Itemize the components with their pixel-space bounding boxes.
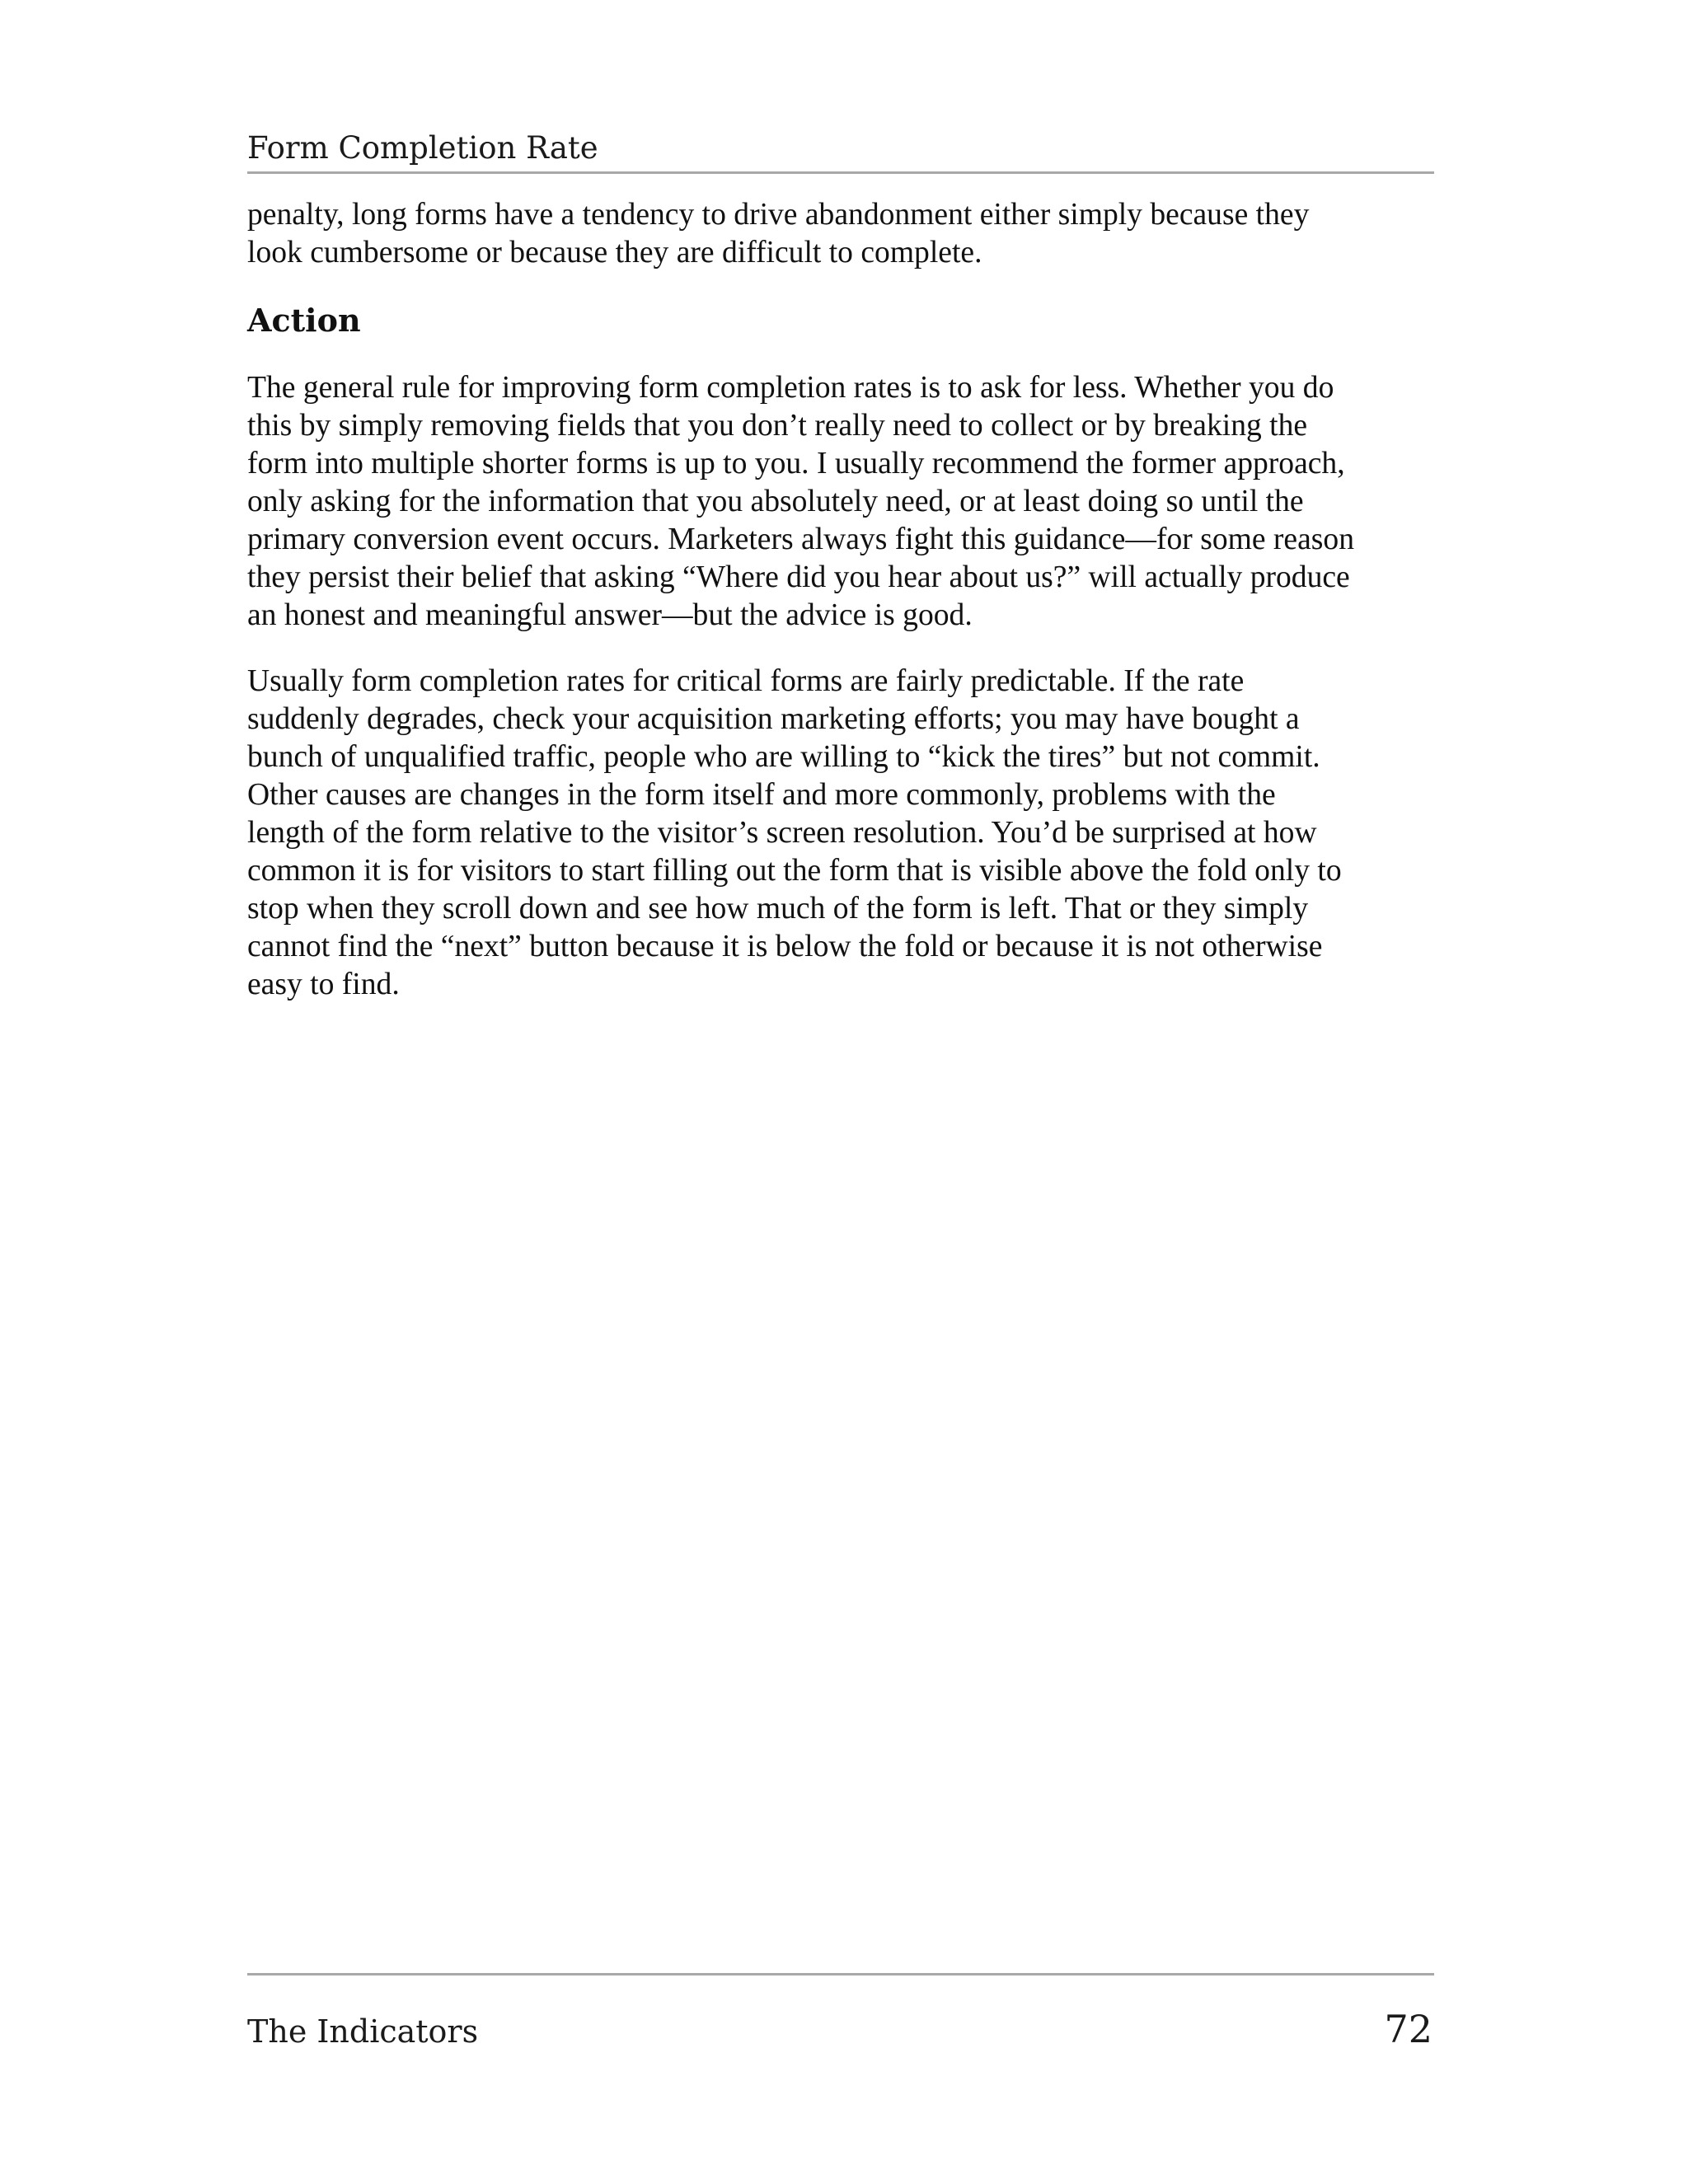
text-line: this by simply removing fields that you don’t really need to collect or by breaking the	[247, 409, 1308, 443]
text-line: an honest and meaningful answer—but the advice is good.	[247, 598, 973, 632]
text-line: length of the form relative to the visitor’s screen resolution. You’d be surprised at how	[247, 816, 1317, 850]
text-line: stop when they scroll down and see how much of the form is left. That or they simply	[247, 892, 1309, 926]
text-line: look cumbersome or because they are difficult to complete.	[247, 236, 982, 269]
text-line: only asking for the information that you absolutely need, or at least doing so until the	[247, 485, 1304, 518]
intro-paragraph	[247, 196, 1442, 272]
running-header-title: Form Completion Rate	[247, 130, 598, 166]
section-heading: Action	[247, 302, 361, 339]
text-line: bunch of unqualified traffic, people who are willing to “kick the tires” but not commit.	[247, 740, 1320, 774]
text-line: Usually form completion rates for critical forms are fairly predictable. If the rate	[247, 664, 1245, 698]
page-header	[247, 127, 1434, 170]
text-line: cannot find the “next” button because it is below the fold or because it is not otherwise	[247, 930, 1323, 963]
text-line: easy to find.	[247, 968, 400, 1001]
footer-divider	[247, 1973, 1434, 1975]
text-line: Other causes are changes in the form itself and more commonly, problems with the	[247, 778, 1276, 812]
page-number: 72	[1384, 2007, 1432, 2051]
text-line: The general rule for improving form completion rates is to ask for less. Whether you do	[247, 371, 1334, 405]
paragraph-ask-for-less	[247, 369, 1442, 635]
text-line: suddenly degrades, check your acquisition marketing efforts; you may have bought a	[247, 702, 1300, 736]
text-line: common it is for visitors to start filling out the form that is visible above the fold only to	[247, 854, 1342, 888]
text-line: penalty, long forms have a tendency to drive abandonment either simply because they	[247, 198, 1310, 232]
page-body	[247, 196, 1442, 1032]
text-line: form into multiple shorter forms is up to you. I usually recommend the former approach,	[247, 447, 1345, 480]
paragraph-completion-rates	[247, 663, 1442, 1004]
header-divider	[247, 171, 1434, 174]
text-line: primary conversion event occurs. Marketers always fight this guidance—for some reason	[247, 523, 1354, 556]
footer-section-name: The Indicators	[247, 2013, 479, 2050]
text-line: they persist their belief that asking “Where did you hear about us?” will actually produce	[247, 560, 1350, 594]
